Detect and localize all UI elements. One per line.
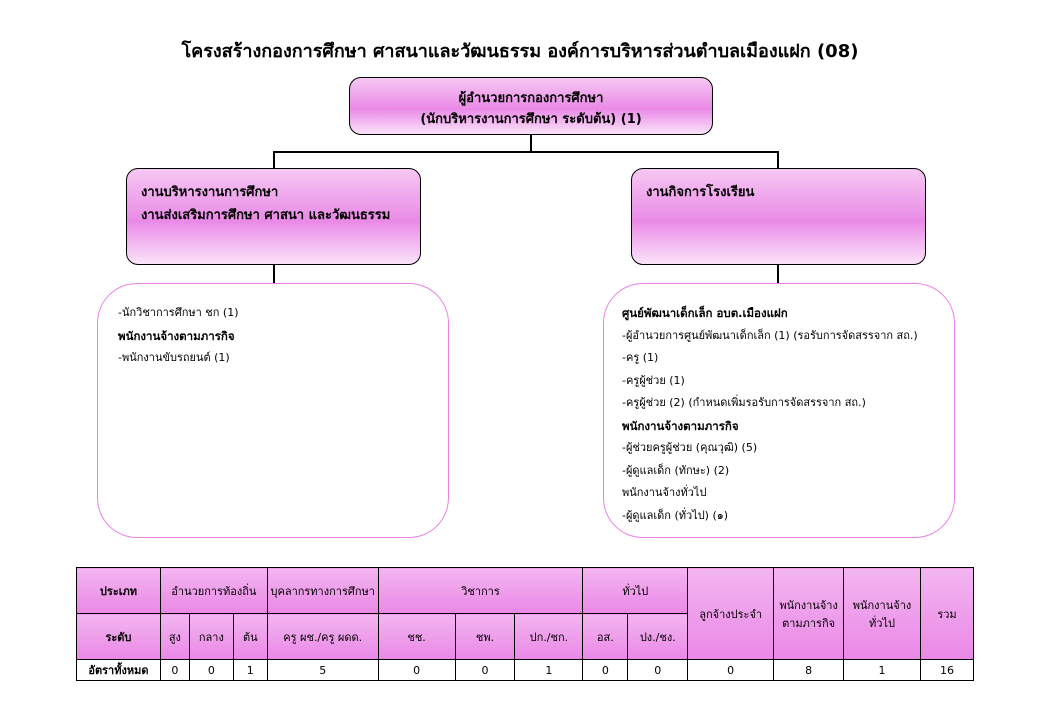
total-value-cell: 5 bbox=[267, 660, 378, 681]
total-value-cell: 16 bbox=[920, 660, 973, 681]
header-chch: ชช. bbox=[378, 614, 455, 660]
education-admin-line1: งานบริหารงานการศึกษา bbox=[141, 185, 279, 200]
staff-line: พนักงานจ้างทั่วไป bbox=[622, 486, 707, 499]
education-admin-staff-panel bbox=[97, 283, 449, 538]
connector-left-panel bbox=[273, 265, 275, 284]
school-affairs-staff-panel bbox=[603, 283, 955, 538]
header-pg-chg: ปง./ชง. bbox=[628, 614, 688, 660]
director-subtitle: (นักบริหารงานการศึกษา ระดับต้น) (1) bbox=[420, 112, 642, 127]
connector-right-drop bbox=[777, 151, 779, 169]
header-teacher: ครู ผช./ครู ผดด. bbox=[267, 614, 378, 660]
total-value-cell: 0 bbox=[160, 660, 189, 681]
school-affairs-line1: งานกิจการโรงเรียน bbox=[646, 185, 755, 200]
header-pk-chk: ปก./ชก. bbox=[515, 614, 583, 660]
director-title: ผู้อำนวยการกองการศึกษา bbox=[458, 91, 604, 106]
total-value-cell: 0 bbox=[455, 660, 515, 681]
connector-left-drop bbox=[273, 151, 275, 169]
staff-line: ศูนย์พัฒนาเด็กเล็ก อบต.เมืองแฝก bbox=[622, 306, 788, 320]
header-mid: กลาง bbox=[189, 614, 233, 660]
header-mission-employee: พนักงานจ้างตามภารกิจ bbox=[774, 568, 844, 660]
total-value-cell: 1 bbox=[233, 660, 267, 681]
staff-line: พนักงานจ้างตามภารกิจ bbox=[118, 328, 235, 343]
header-chp: ชพ. bbox=[455, 614, 515, 660]
staff-line: -ผู้อำนวยการศูนย์พัฒนาเด็กเล็ก (1) (รอรับการจัดสรรจาก สถ.) bbox=[622, 328, 918, 342]
education-admin-line2: งานส่งเสริมการศึกษา ศาสนา และวัฒนธรรม bbox=[141, 208, 391, 223]
total-row-label: อัตราทั้งหมด bbox=[77, 660, 161, 681]
total-value-cell: 0 bbox=[583, 660, 628, 681]
staff-line: -นักวิชาการศึกษา ชก (1) bbox=[118, 306, 239, 319]
total-value-cell: 1 bbox=[844, 660, 921, 681]
header-edu-personnel: บุคลากรทางการศึกษา bbox=[267, 568, 378, 614]
education-admin-box bbox=[126, 168, 421, 265]
total-value-cell: 0 bbox=[628, 660, 688, 681]
total-value-cell: 0 bbox=[378, 660, 455, 681]
header-level: ระดับ bbox=[77, 614, 161, 660]
header-general-employee: พนักงานจ้างทั่วไป bbox=[844, 568, 921, 660]
staff-line: -ครู (1) bbox=[622, 351, 659, 364]
total-value-cell: 1 bbox=[515, 660, 583, 681]
staff-line: -ผู้ดูแลเด็ก (ทักษะ) (2) bbox=[622, 463, 730, 477]
staff-line: -ผู้ดูแลเด็ก (ทั่วไป) (๑) bbox=[622, 508, 729, 522]
header-local-admin: อำนวยการท้องถิ่น bbox=[160, 568, 267, 614]
total-value-cell: 8 bbox=[774, 660, 844, 681]
header-permanent-employee: ลูกจ้างประจำ bbox=[688, 568, 774, 660]
school-affairs-box bbox=[631, 168, 926, 265]
connector-horizontal bbox=[273, 151, 779, 153]
staff-summary-table bbox=[76, 567, 974, 681]
header-high: สูง bbox=[160, 614, 189, 660]
staff-line: พนักงานจ้างตามภารกิจ bbox=[622, 418, 739, 433]
staff-line: -ผู้ช่วยครูผู้ช่วย (คุณวุฒิ) (5) bbox=[622, 441, 758, 454]
staff-line: -ครูผู้ช่วย (1) bbox=[622, 373, 685, 387]
header-os: อส. bbox=[583, 614, 628, 660]
chart-title: โครงสร้างกองการศึกษา ศาสนาและวัฒนธรรม องค์การบริหารส่วนตำบลเมืองแฝก (08) bbox=[181, 41, 859, 62]
header-low: ต้น bbox=[233, 614, 267, 660]
total-value-cell: 0 bbox=[189, 660, 233, 681]
header-type: ประเภท bbox=[77, 568, 161, 614]
connector-right-panel bbox=[777, 265, 779, 284]
connector-vertical-top bbox=[530, 135, 532, 152]
header-general: ทั่วไป bbox=[583, 568, 688, 614]
header-total: รวม bbox=[920, 568, 973, 660]
staff-line: -ครูผู้ช่วย (2) (กำหนดเพิ่มรอรับการจัดสรรจาก สถ.) bbox=[622, 396, 866, 409]
staff-line: -พนักงานขับรถยนต์ (1) bbox=[118, 351, 230, 364]
total-value-cell: 0 bbox=[688, 660, 774, 681]
director-box bbox=[349, 77, 713, 135]
header-academic: วิชาการ bbox=[378, 568, 583, 614]
